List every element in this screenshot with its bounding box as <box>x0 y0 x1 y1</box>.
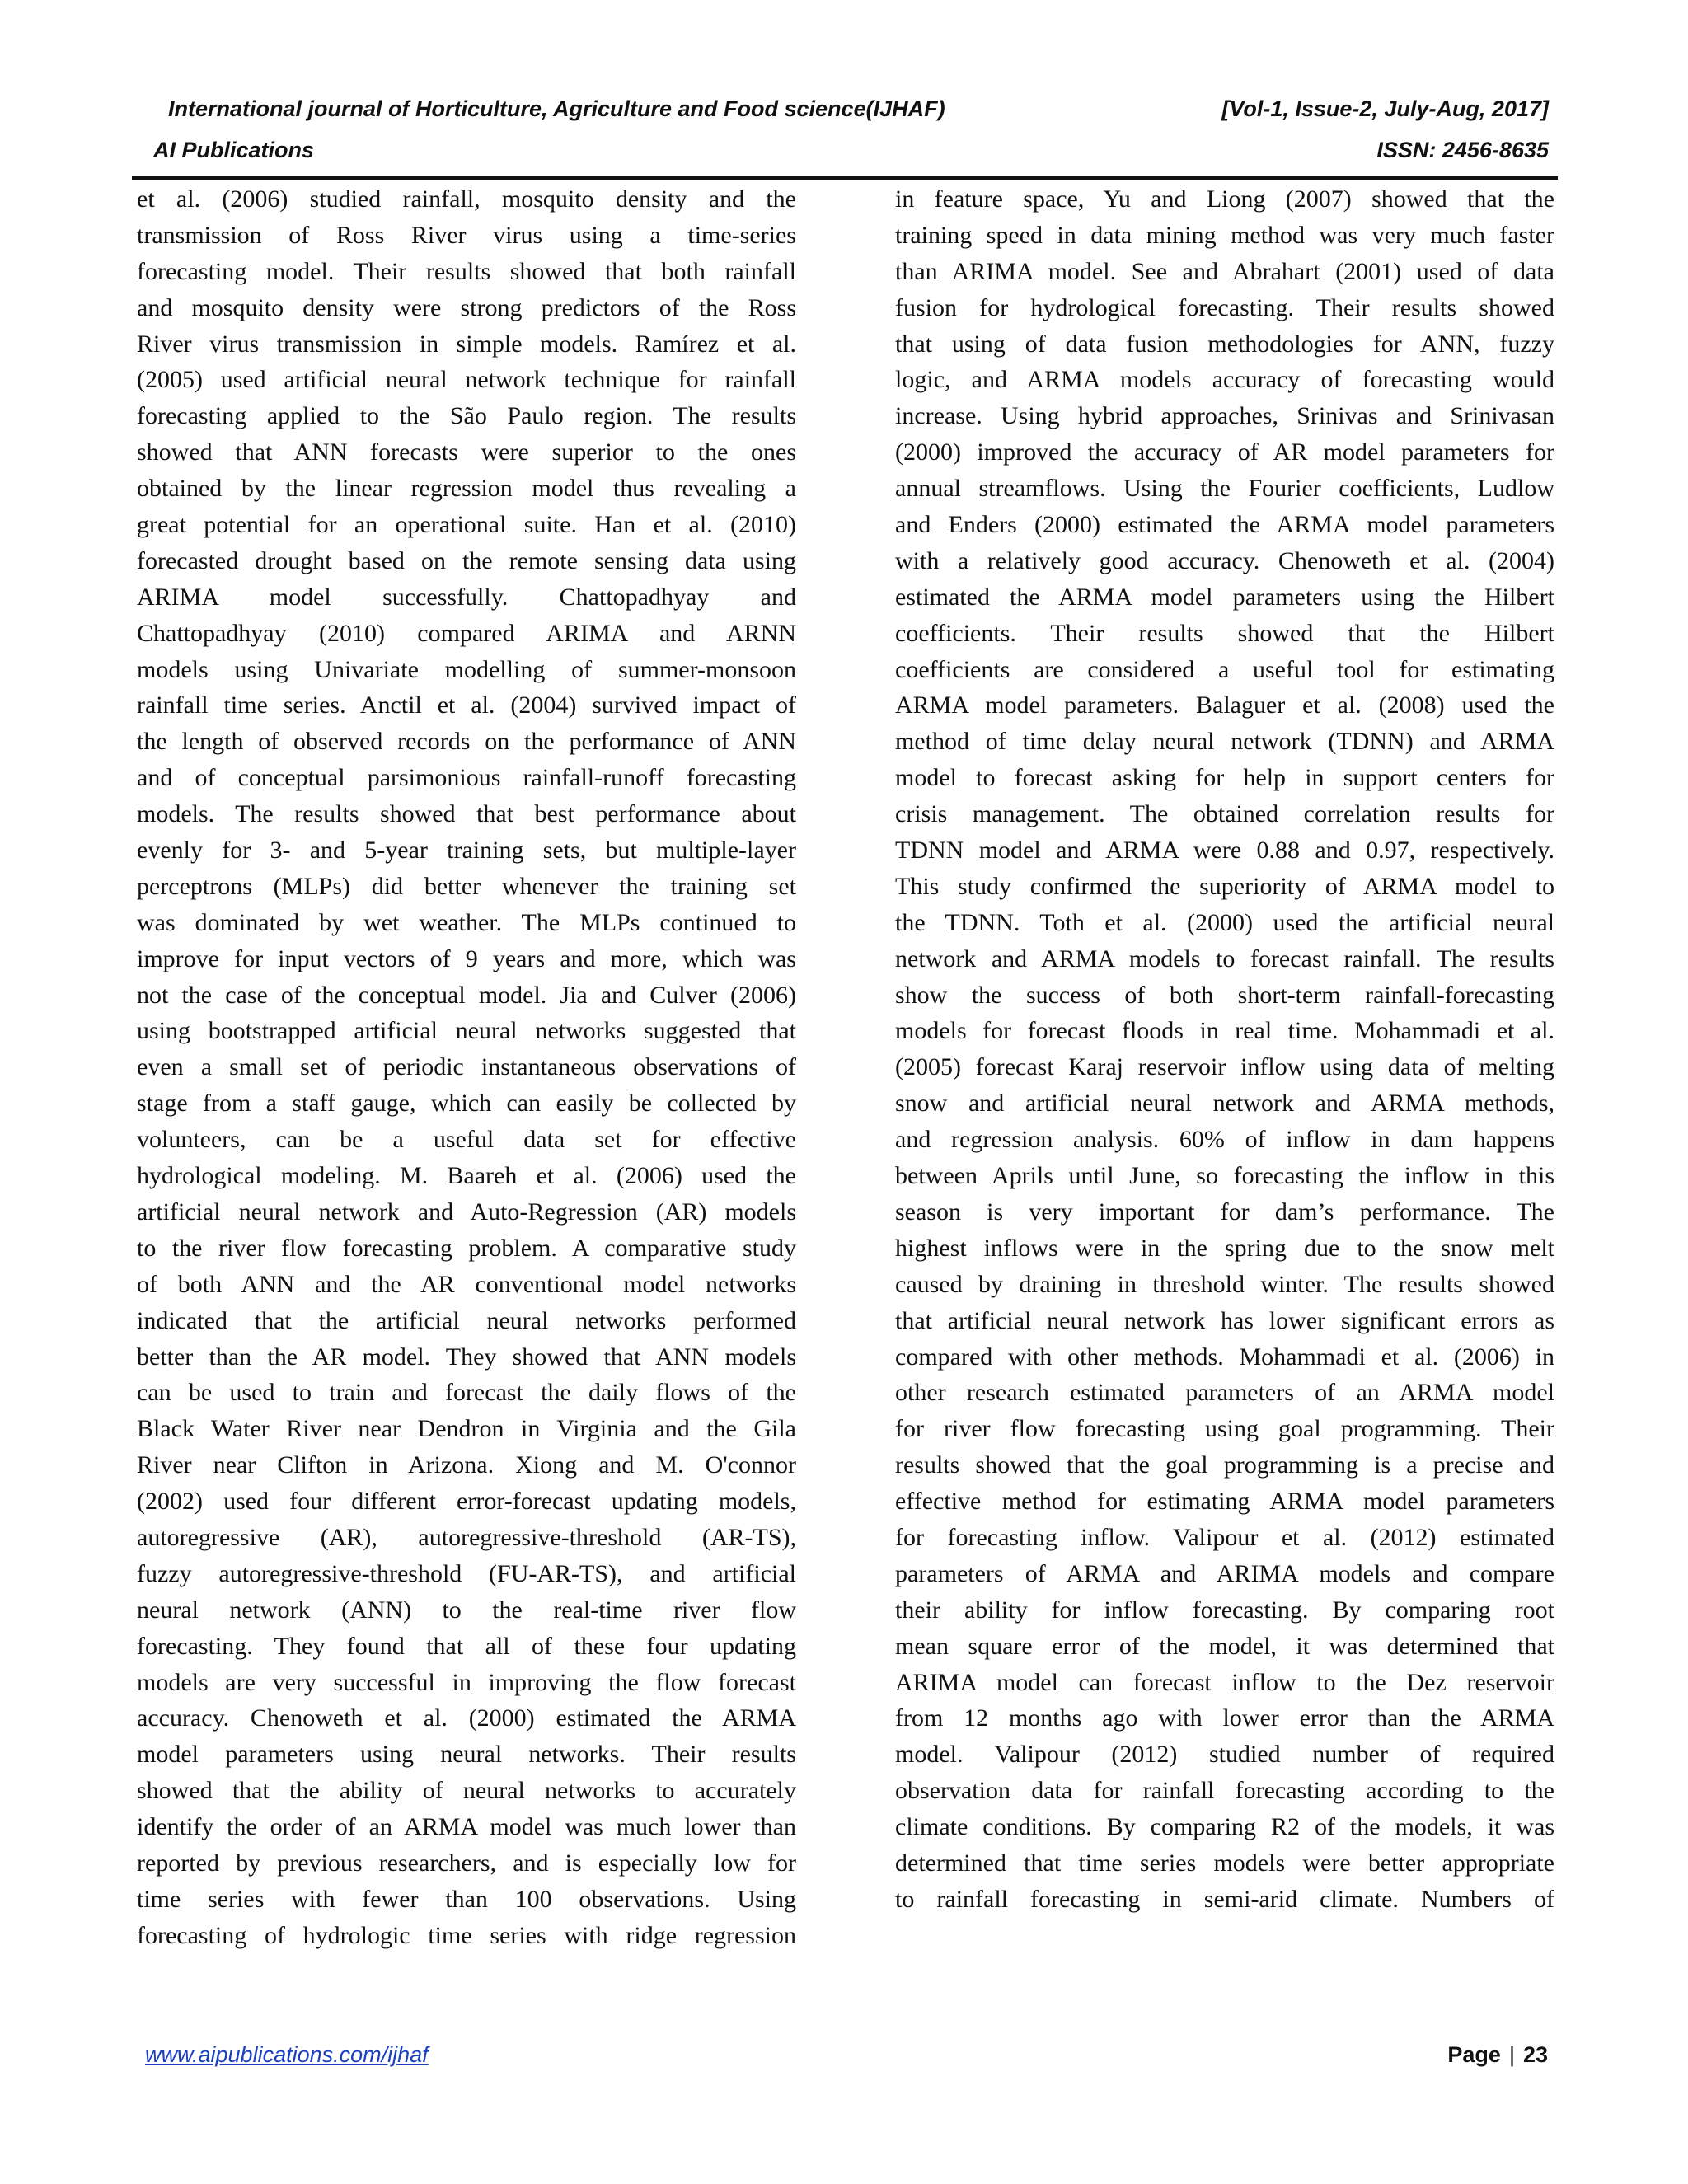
text-line: forecasting applied to the São Paulo region. The results <box>137 402 796 430</box>
text-line: training speed in data mining method was very much faster <box>895 221 1554 249</box>
text-line: caused by draining in threshold winter. The results showed <box>895 1270 1554 1298</box>
text-line: models are very successful in improving the flow forecast <box>137 1668 796 1696</box>
text-line: hydrological modeling. M. Baareh et al. (2006) used the <box>137 1162 796 1190</box>
text-line: model parameters using neural networks. Their results <box>137 1741 796 1769</box>
text-line: network and ARMA models to forecast rainfall. The results <box>895 944 1554 972</box>
text-line: other research estimated parameters of an ARMA model <box>895 1379 1554 1407</box>
text-line: (2002) used four different error-forecast updating models, <box>137 1488 796 1516</box>
text-line: and Enders (2000) estimated the ARMA model parameters <box>895 511 1554 539</box>
text-line: using bootstrapped artificial neural networks suggested that <box>137 1017 796 1045</box>
text-line: ARMA model parameters. Balaguer et al. (2008) used the <box>895 691 1554 719</box>
text-line: that artificial neural network has lower significant errors as <box>895 1306 1554 1334</box>
text-line: (2000) improved the accuracy of AR model parameters for <box>895 438 1554 466</box>
text-line: perceptrons (MLPs) did better whenever the training set <box>137 872 796 900</box>
volume-info: [Vol-1, Issue-2, July-Aug, 2017] <box>1221 96 1549 121</box>
text-line: even a small set of periodic instantaneous observations of <box>137 1053 796 1081</box>
running-header-top <box>168 96 1549 133</box>
text-line: their ability for inflow forecasting. By comparing root <box>895 1596 1554 1624</box>
text-line: obtained by the linear regression model thus revealing a <box>137 475 796 503</box>
running-header-bottom <box>153 138 1549 174</box>
text-line: was dominated by wet weather. The MLPs continued to <box>137 908 796 936</box>
text-line: fusion for hydrological forecasting. Their results showed <box>895 293 1554 321</box>
text-line: crisis management. The obtained correlation results for <box>895 800 1554 828</box>
text-line: forecasting model. Their results showed that both rainfall <box>137 257 796 285</box>
text-line: with a relatively good accuracy. Chenoweth et al. (2004) <box>895 546 1554 574</box>
text-line: Black Water River near Dendron in Virginia and the Gila <box>137 1415 796 1443</box>
text-line: model to forecast asking for help in support centers for <box>895 764 1554 792</box>
text-line: artificial neural network and Auto-Regression (AR) models <box>137 1197 796 1226</box>
text-line: accuracy. Chenoweth et al. (2000) estimated the ARMA <box>137 1704 796 1732</box>
text-line: for river flow forecasting using goal programming. Their <box>895 1415 1554 1443</box>
journal-website-link[interactable]: www.aipublications.com/ijhaf <box>145 2042 429 2067</box>
text-line: transmission of Ross River virus using a time-series <box>137 221 796 249</box>
text-line: River virus transmission in simple models. Ramírez et al. <box>137 330 796 358</box>
text-line: River near Clifton in Arizona. Xiong and M. O'connor <box>137 1451 796 1479</box>
text-line: TDNN model and ARMA were 0.88 and 0.97, respectively. <box>895 837 1554 865</box>
text-line: method of time delay neural network (TDNN) and ARMA <box>895 728 1554 756</box>
text-line: that using of data fusion methodologies for ANN, fuzzy <box>895 330 1554 358</box>
text-line: determined that time series models were better appropriate <box>895 1849 1554 1877</box>
text-line: to the river flow forecasting problem. A comparative study <box>137 1234 796 1262</box>
text-line: autoregressive (AR), autoregressive-threshold (AR-TS), <box>137 1523 796 1551</box>
text-line: (2005) forecast Karaj reservoir inflow using data of melting <box>895 1053 1554 1081</box>
text-line: in feature space, Yu and Liong (2007) showed that the <box>895 185 1554 213</box>
text-line: models using Univariate modelling of summer-monsoon <box>137 655 796 683</box>
text-line: for forecasting inflow. Valipour et al. (2012) estimated <box>895 1523 1554 1551</box>
text-line: showed that the ability of neural networks to accurately <box>137 1777 796 1805</box>
text-line: volunteers, can be a useful data set for effective <box>137 1126 796 1154</box>
text-line: ARIMA model successfully. Chattopadhyay and <box>137 583 796 611</box>
text-line: rainfall time series. Anctil et al. (2004) survived impact of <box>137 691 796 719</box>
text-line: season is very important for dam’s performance. The <box>895 1197 1554 1226</box>
text-line: the length of observed records on the performance of ANN <box>137 728 796 756</box>
text-line: fuzzy autoregressive-threshold (FU-AR-TS), and artificial <box>137 1559 796 1587</box>
text-line: Chattopadhyay (2010) compared ARIMA and ARNN <box>137 619 796 647</box>
text-line: results showed that the goal programming is a precise and <box>895 1451 1554 1479</box>
text-line: snow and artificial neural network and ARMA methods, <box>895 1090 1554 1118</box>
text-line: neural network (ANN) to the real-time river flow <box>137 1596 796 1624</box>
text-line: parameters of ARMA and ARIMA models and compare <box>895 1559 1554 1587</box>
text-line: model. Valipour (2012) studied number of required <box>895 1741 1554 1769</box>
page-number: 23 <box>1522 2042 1548 2067</box>
text-line: models for forecast floods in real time. Mohammadi et al. <box>895 1017 1554 1045</box>
text-line: highest inflows were in the spring due to the snow melt <box>895 1234 1554 1262</box>
text-line: of both ANN and the AR conventional model networks <box>137 1270 796 1298</box>
text-line: compared with other methods. Mohammadi et al. (2006) in <box>895 1343 1554 1371</box>
text-line: and regression analysis. 60% of inflow in dam happens <box>895 1126 1554 1154</box>
text-line: can be used to train and forecast the daily flows of the <box>137 1379 796 1407</box>
text-line: time series with fewer than 100 observations. Using <box>137 1885 796 1913</box>
left-text-column <box>137 181 796 1954</box>
text-line: than ARIMA model. See and Abrahart (2001) used of data <box>895 257 1554 285</box>
text-line: and of conceptual parsimonious rainfall-runoff forecasting <box>137 764 796 792</box>
text-line: great potential for an operational suite. Han et al. (2010) <box>137 511 796 539</box>
text-line: from 12 months ago with lower error than the ARMA <box>895 1704 1554 1732</box>
text-line: forecasting. They found that all of these four updating <box>137 1632 796 1660</box>
text-line: This study confirmed the superiority of ARMA model to <box>895 872 1554 900</box>
text-line: estimated the ARMA model parameters using the Hilbert <box>895 583 1554 611</box>
text-line: reported by previous researchers, and is especially low for <box>137 1849 796 1877</box>
text-line: stage from a staff gauge, which can easily be collected by <box>137 1090 796 1118</box>
journal-title: International journal of Horticulture, Agriculture and Food science(IJHAF) <box>168 96 945 121</box>
text-line: showed that ANN forecasts were superior to the ones <box>137 438 796 466</box>
text-line: climate conditions. By comparing R2 of the models, it was <box>895 1813 1554 1841</box>
text-line: effective method for estimating ARMA model parameters <box>895 1488 1554 1516</box>
text-line: coefficients are considered a useful tool for estimating <box>895 655 1554 683</box>
text-line: ARIMA model can forecast inflow to the Dez reservoir <box>895 1668 1554 1696</box>
text-line: forecasted drought based on the remote sensing data using <box>137 546 796 574</box>
page-label: Page <box>1447 2042 1501 2067</box>
text-line: between Aprils until June, so forecasting the inflow in this <box>895 1162 1554 1190</box>
text-line: et al. (2006) studied rainfall, mosquito density and the <box>137 185 796 213</box>
header-divider <box>132 176 1558 180</box>
text-line: logic, and ARMA models accuracy of forecasting would <box>895 366 1554 394</box>
text-line: evenly for 3- and 5-year training sets, but multiple-layer <box>137 837 796 865</box>
text-line: show the success of both short-term rainfall-forecasting <box>895 981 1554 1009</box>
text-line: the TDNN. Toth et al. (2000) used the artificial neural <box>895 908 1554 936</box>
text-line: increase. Using hybrid approaches, Srinivas and Srinivasan <box>895 402 1554 430</box>
text-line: better than the AR model. They showed that ANN models <box>137 1343 796 1371</box>
text-line: identify the order of an ARMA model was much lower than <box>137 1813 796 1841</box>
page-number-footer <box>1447 2042 1548 2068</box>
text-line: annual streamflows. Using the Fourier coefficients, Ludlow <box>895 475 1554 503</box>
text-line: observation data for rainfall forecasting according to the <box>895 1777 1554 1805</box>
text-line: coefficients. Their results showed that the Hilbert <box>895 619 1554 647</box>
text-line: forecasting of hydrologic time series with ridge regression <box>137 1921 796 1949</box>
right-text-column <box>895 181 1554 1918</box>
text-line: models. The results showed that best performance about <box>137 800 796 828</box>
text-line: (2005) used artificial neural network technique for rainfall <box>137 366 796 394</box>
text-line: indicated that the artificial neural networks performed <box>137 1306 796 1334</box>
text-line: not the case of the conceptual model. Jia and Culver (2006) <box>137 981 796 1009</box>
text-line: to rainfall forecasting in semi-arid climate. Numbers of <box>895 1885 1554 1913</box>
issn-number: ISSN: 2456-8635 <box>1376 138 1549 162</box>
publisher-name: AI Publications <box>153 138 315 162</box>
page-separator: | <box>1508 2042 1515 2067</box>
text-line: improve for input vectors of 9 years and more, which was <box>137 944 796 972</box>
text-line: mean square error of the model, it was determined that <box>895 1632 1554 1660</box>
text-line: and mosquito density were strong predictors of the Ross <box>137 293 796 321</box>
